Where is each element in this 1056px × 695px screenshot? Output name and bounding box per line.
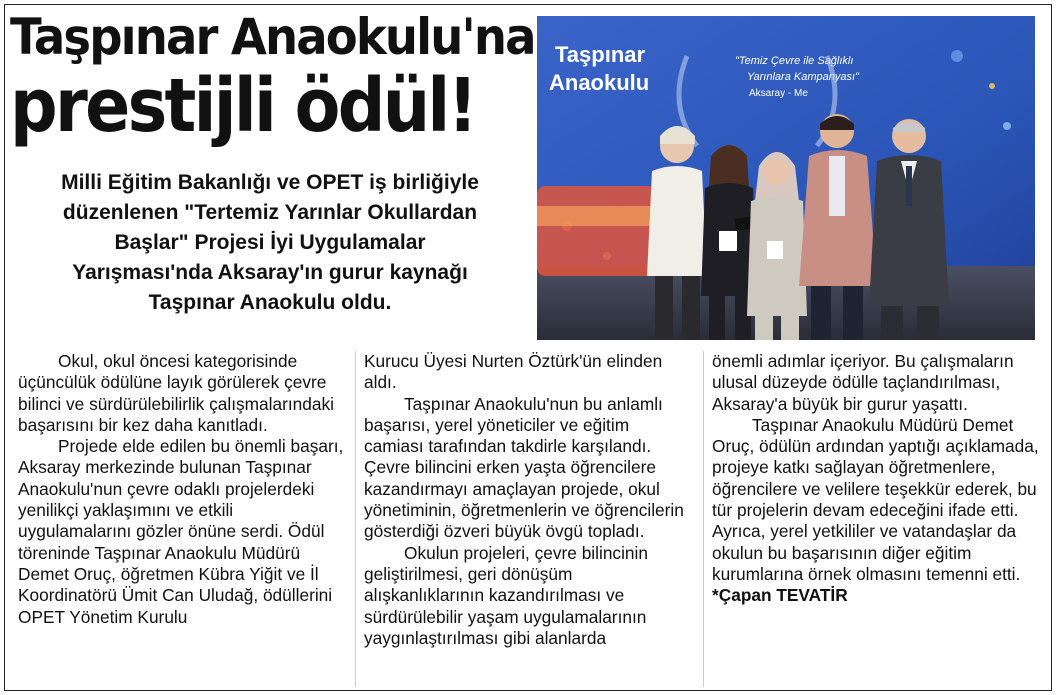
banner-title-1: Taşpınar [555, 42, 646, 67]
deck-line: Taşpınar Anaokulu oldu. [148, 291, 392, 314]
banner-title-2: Anaokulu [549, 70, 650, 95]
paragraph: Kurucu Üyesi Nurten Öztürk'ün elinden aldı. [364, 351, 663, 393]
headline [10, 8, 535, 149]
deck-line: Başlar" Projesi İyi Uygulamalar [114, 231, 426, 254]
deck-line: düzenlenen "Tertemiz Yarınlar Okullardan [62, 201, 478, 224]
banner-city: Aksaray - Me [749, 88, 808, 99]
banner-campaign-2: Yarınlara Kampanyası" [747, 71, 859, 83]
paragraph: Taşpınar Anaokulu'nun bu anlamlı başarısı, yerel yöneticiler ve eğitim camiası tarafından takdirle karşılandı. Çevre bilincini erken yaşta öğrencilere kazandırmayı amaçlayan projede, okul yönetiminin, öğretmenlerin ve öğrencilerin gösterdiği özveri büyük övgü topladı. [364, 393, 684, 542]
paragraph: Taşpınar Anaokulu Müdürü Demet Oruç, ödülün ardından yaptığı açıklamada, projeye katkı sağlayan öğretmenlere, öğrencilere ve velilere teşekkür ederek, bu tür projelerin devam edeceğini ifade etti. Ayrıca, yerel yetkililer ve vatandaşlar da okulun bu başarısının diğer eğitim kurumlarına örnek olmasını temenni etti. [712, 414, 1039, 584]
article-column-2 [364, 351, 692, 649]
banner-campaign-1: "Temiz Çevre ile Sağlıklı [735, 55, 854, 67]
paragraph: Projede elde edilen bu önemli başarı, Aksaray merkezinde bulunan Taşpınar Anaokulu'nun çevre odaklı projelerdeki yenilikçi yaklaşımını ve etkili uygulamalarını gözler önüne serdi. Ödül töreninde Taşpınar Anaokulu Müdürü Demet Oruç, öğretmen Kübra Yiğit ve İl Koordinatörü Ümit Can Uludağ, ödüllerini OPET Yönetim Kurulu [18, 436, 344, 627]
headline-line-2: prestijli ödül! [10, 63, 476, 149]
article-body [18, 351, 1038, 687]
paragraph: önemli adımlar içeriyor. Bu çalışmaların ulusal düzeyde ödülle taçlandırılması, Aksaray'a büyük bir gurur yaşattı. [712, 351, 1014, 414]
deck-subheadline [14, 168, 526, 318]
paragraph: Okulun projeleri, çevre bilincinin geliştirilmesi, geri dönüşüm alışkanlıklarının kazandırılması ve sürdürülebilir yaşam uygulamalarının yaygınlaştırılması gibi alanlarda [364, 542, 648, 648]
article-column-1 [18, 351, 346, 628]
byline: *Çapan TEVATİR [712, 585, 848, 606]
headline-line-1: Taşpınar Anaokulu'na [10, 8, 535, 66]
paragraph: Okul, okul öncesi kategorisinde üçüncülük ödülüne layık görülerek çevre bilinci ve sürdürülebilirlik çalışmalarındaki başarısını bir kez daha kanıtladı. [18, 351, 334, 435]
deck-line: Milli Eğitim Bakanlığı ve OPET iş birliğiyle [61, 171, 479, 194]
deck-line: Yarışması'nda Aksaray'ın gurur kaynağı [72, 261, 468, 284]
article-column-3 [712, 351, 1040, 607]
award-ceremony-photo [537, 16, 1035, 340]
